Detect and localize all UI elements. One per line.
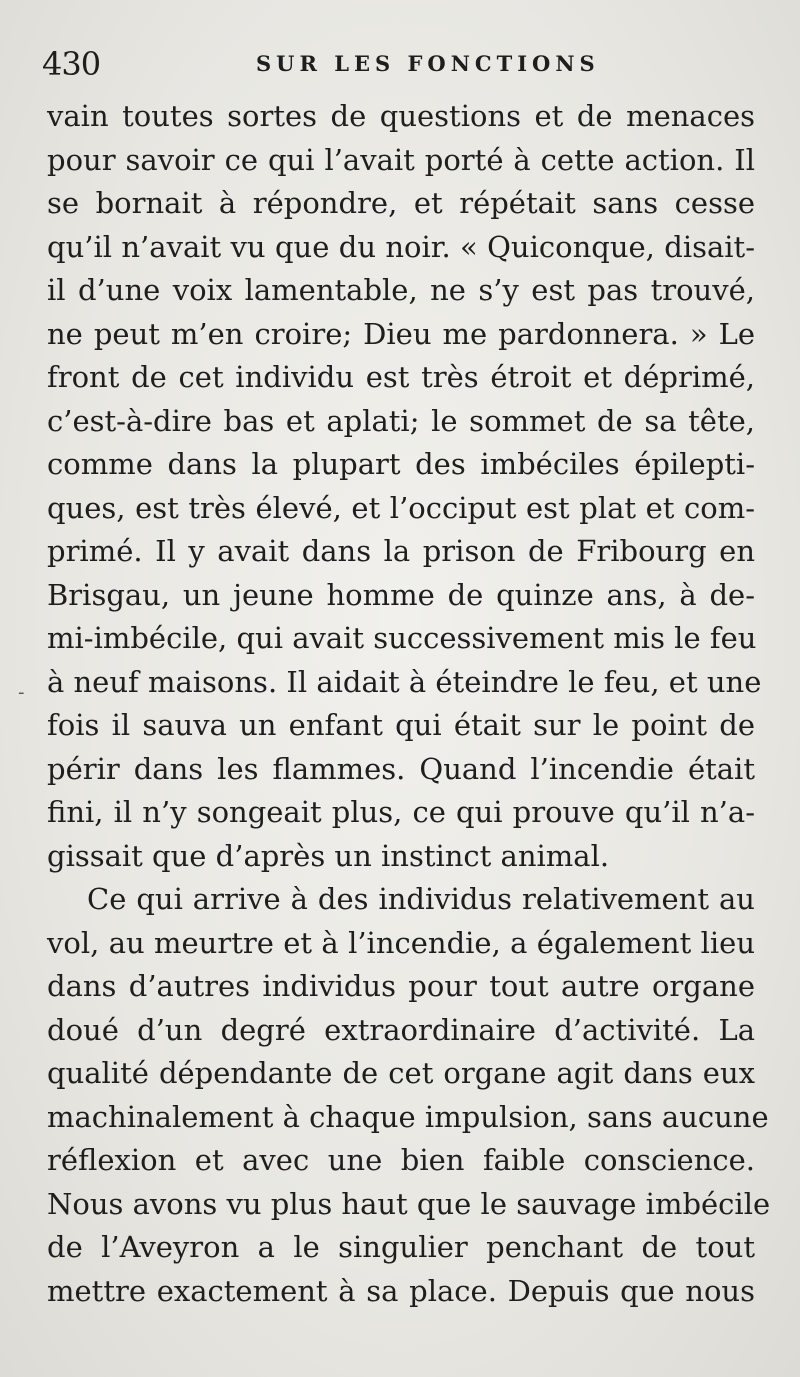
text-line: ne peut m’en croire; Dieu me pardonnera. » Le [47,316,755,351]
text-line: vol, au meurtre et à l’incendie, a également lieu [47,925,755,960]
running-head: SUR LES FONCTIONS [256,51,600,76]
text-line: pour savoir ce qui l’avait porté à cette action. Il [47,142,755,177]
text-line: machinalement à chaque impulsion, sans aucune [47,1099,769,1134]
text-line: de l’Aveyron a le singulier penchant de tout [47,1230,755,1264]
text-line: à neuf maisons. Il aidait à éteindre le feu, et une [47,664,762,699]
body-text [47,95,771,1313]
text-line: fini, il n’y songeait plus, ce qui prouve qu’il n’a- [47,795,755,829]
text-line: c’est-à-dire bas et aplati; le sommet de sa tête, [47,403,755,438]
text-line: réflexion et avec une bien faible conscience. [47,1143,755,1177]
text-line: Brisgau, un jeune homme de quinze ans, à de- [47,577,755,612]
text-line: ques, est très élevé, et l’occiput est plat et com- [47,490,755,525]
text-line: qu’il n’avait vu que du noir. « Quiconque, disait- [47,229,755,264]
page-header [42,44,762,84]
paragraph-end-line: gissait que d’après un instinct animal. [47,838,610,873]
text-line: comme dans la plupart des imbéciles épilepti- [47,447,755,481]
margin-mark: - [18,682,25,703]
text-line: doué d’un degré extraordinaire d’activité. La [47,1012,755,1047]
text-line: mi-imbécile, qui avait successivement mis le feu [47,621,757,655]
text-line: primé. Il y avait dans la prison de Fribourg en [47,534,755,568]
text-line: vain toutes sortes de questions et de menaces [47,99,755,133]
text-line: fois il sauva un enfant qui était sur le point de [47,708,755,742]
text-line: se bornait à répondre, et répétait sans cesse [47,186,755,220]
text-line: dans d’autres individus pour tout autre organe [47,969,755,1003]
text-line: mettre exactement à sa place. Depuis que nous [47,1273,755,1308]
text-line: qualité dépendante de cet organe agit dans eux [47,1056,755,1090]
text-line: périr dans les flammes. Quand l’incendie était [47,751,755,786]
text-line: Nous avons vu plus haut que le sauvage imbécile [47,1186,771,1221]
text-line: front de cet individu est très étroit et déprimé, [47,360,755,394]
page-number: 430 [42,45,101,83]
paragraph-start-line: Ce qui arrive à des individus relativement au [87,882,755,916]
text-line: il d’une voix lamentable, ne s’y est pas trouvé, [47,273,755,307]
